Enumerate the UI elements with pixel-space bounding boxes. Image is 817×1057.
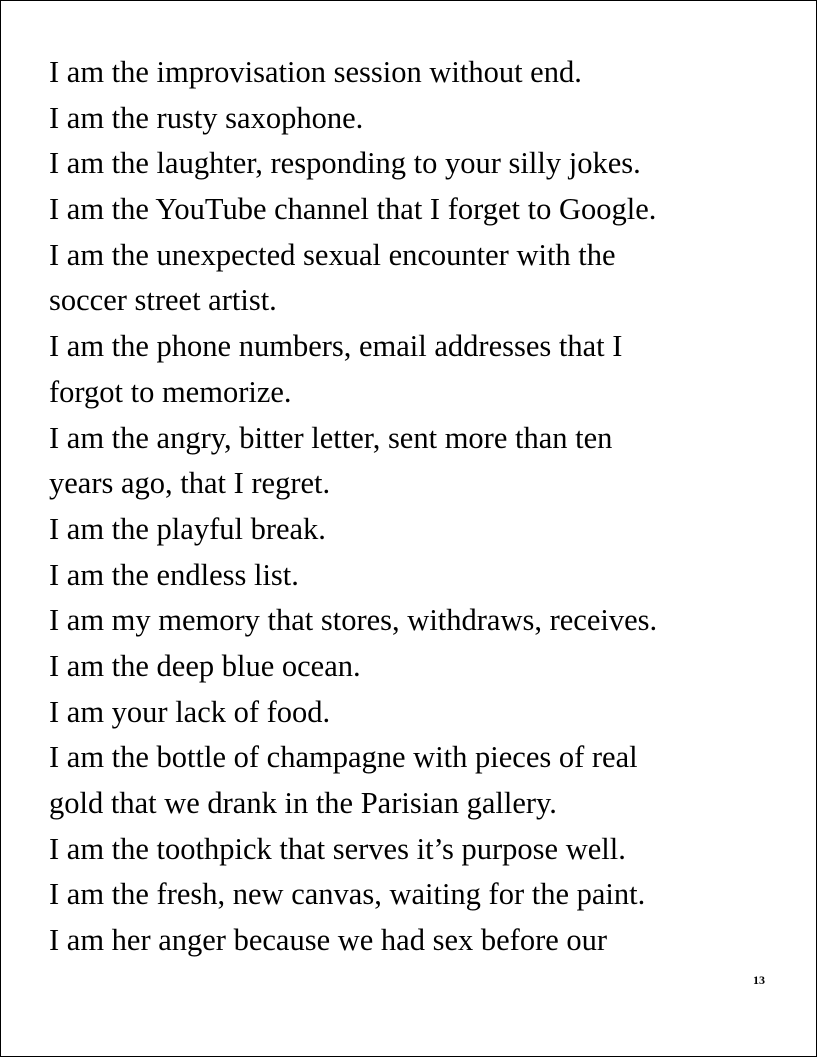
poem-line: I am the playful break. [49,511,326,546]
poem-line: I am the unexpected sexual encounter with the [49,237,616,272]
poem-line: I am the bottle of champagne with pieces of real [49,740,638,775]
poem-line: gold that we drank in the Parisian gallery. [49,786,557,820]
poem-line: I am the angry, bitter letter, sent more than ten [49,420,613,455]
poem-line: forgot to memorize. [49,374,292,409]
poem-line: I am the fresh, new canvas, waiting for the paint. [49,877,646,912]
poem-line: soccer street artist. [49,283,277,318]
poem-line: I am your lack of food. [49,694,331,729]
poem-line: I am the rusty saxophone. [49,100,364,135]
poem-line: I am the phone numbers, email addresses that I [49,329,623,364]
poem-line: I am my memory that stores, withdraws, receives. [49,603,658,638]
poem-line: I am her anger because we had sex before our [49,923,608,958]
poem-line: I am the toothpick that serves it’s purpose well. [49,831,626,866]
page-number: 13 [753,973,765,987]
poem-line: I am the improvisation session without end. [49,55,582,89]
poem-line: I am the deep blue ocean. [49,648,361,683]
poem-line: I am the endless list. [49,557,299,592]
poem-line: I am the YouTube channel that I forget to Google. [49,192,657,227]
poem-body [49,50,789,964]
poem-line: years ago, that I regret. [49,466,331,501]
poem-line: I am the laughter, responding to your silly jokes. [49,146,641,181]
